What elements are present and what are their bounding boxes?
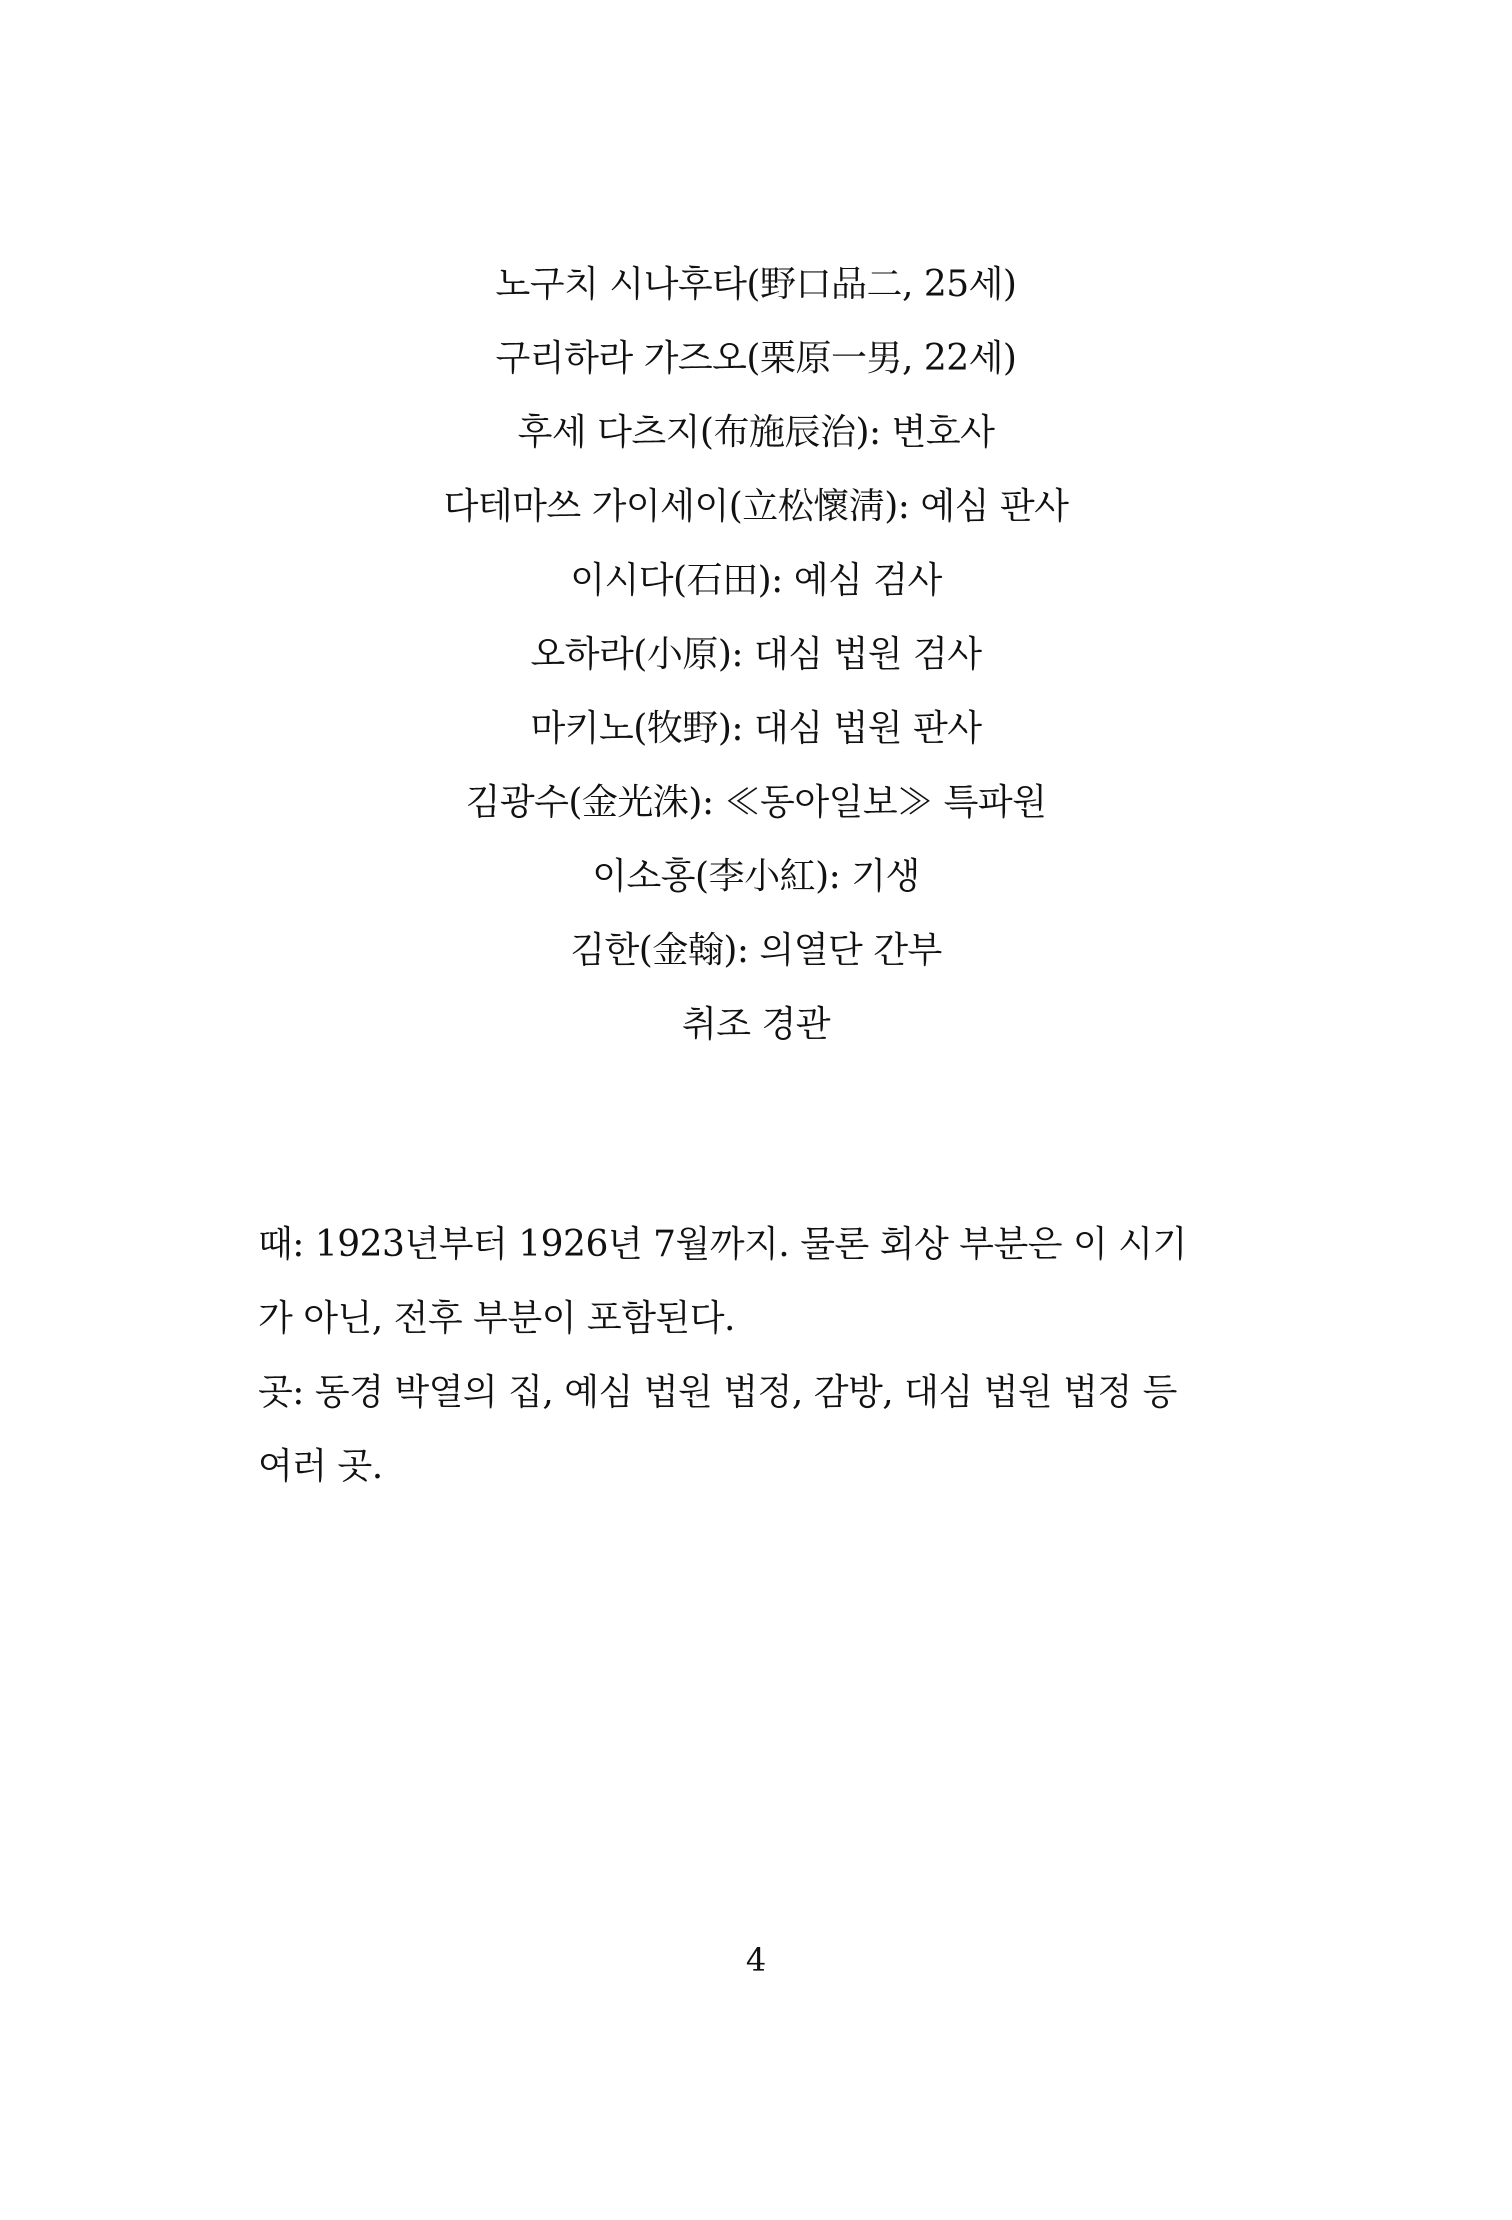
- place-line-2: 여러 곳.: [258, 1446, 383, 1487]
- cast-item-kim-gwangsu: 김광수(金光洙): ≪동아일보≫ 특파원: [465, 782, 1047, 823]
- cast-item-tatematsu: 다테마쓰 가이세이(立松懷淸): 예심 판사: [443, 486, 1069, 527]
- cast-item-lee-sohong: 이소홍(李小紅): 기생: [592, 856, 920, 897]
- cast-item-fuse: 후세 다츠지(布施辰治): 변호사: [517, 412, 995, 453]
- cast-list: [0, 248, 1512, 1062]
- setting-block: [258, 1208, 1258, 1504]
- cast-item-noguchi: 노구치 시나후타(野口品二, 25세): [495, 264, 1017, 305]
- cast-item-ohara: 오하라(小原): 대심 법원 검사: [530, 634, 982, 675]
- cast-item-makino: 마키노(牧野): 대심 법원 판사: [530, 708, 982, 749]
- page-number: 4: [745, 1941, 767, 1979]
- cast-item-kim-han: 김한(金翰): 의열단 간부: [570, 930, 942, 971]
- cast-item-police: 취조 경관: [681, 1004, 831, 1045]
- time-line-2: 가 아닌, 전후 부분이 포함된다.: [258, 1298, 735, 1339]
- cast-item-kurihara: 구리하라 가즈오(栗原一男, 22세): [495, 338, 1017, 379]
- time-line-1: 때: 1923년부터 1926년 7월까지. 물론 회상 부분은 이 시기: [258, 1224, 1187, 1265]
- cast-item-ishida: 이시다(石田): 예심 검사: [570, 560, 942, 601]
- place-line-1: 곳: 동경 박열의 집, 예심 법원 법정, 감방, 대심 법원 법정 등: [258, 1372, 1177, 1413]
